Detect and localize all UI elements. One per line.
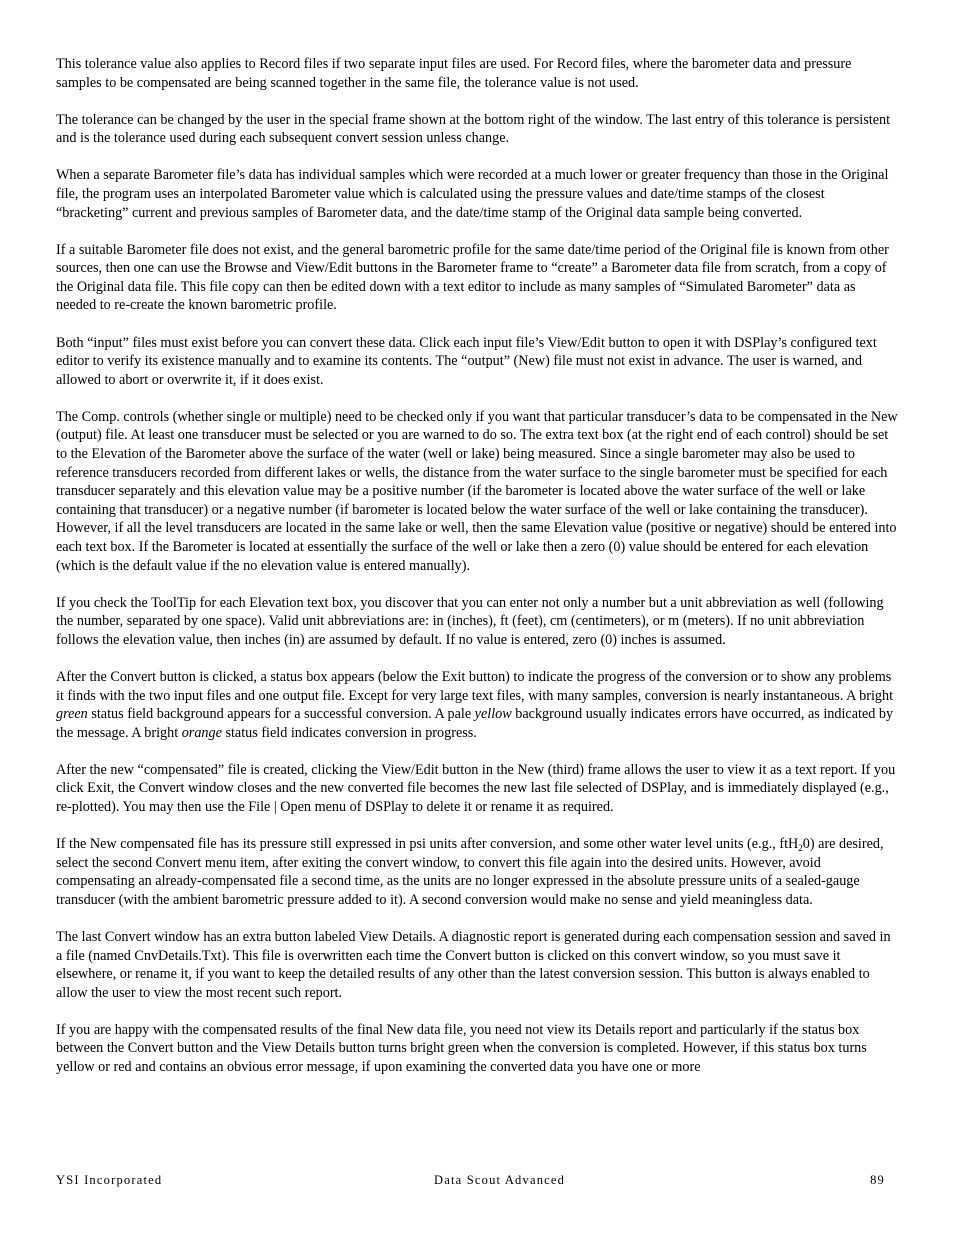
paragraph-final-results bbox=[56, 1021, 898, 1077]
footer-company: YSI Incorporated bbox=[56, 1173, 163, 1187]
paragraph-tooltip-units bbox=[56, 594, 898, 650]
document-body bbox=[56, 55, 898, 1095]
text-run: status field indicates conversion in progress. bbox=[221, 724, 477, 741]
footer-page-number: 89 bbox=[870, 1173, 885, 1187]
text-run: If a suitable Barometer file does not exist, and the general barometric profile for the same date/time period of the Original file is known from other sources, then one can use the Browse and View/Edit buttons in the Barometer frame to “create” a Barometer data file from scratch, from a copy of the Original data file. This file copy can then be edited down with a text editor to include as many samples of “Simulated Barometer” data as needed to re-create the known barometric profile. bbox=[56, 241, 889, 314]
subscript-text: 2 bbox=[798, 843, 803, 854]
paragraph-input-files bbox=[56, 334, 898, 390]
emphasis-text: green bbox=[56, 706, 88, 723]
paragraph-tolerance-change bbox=[56, 111, 898, 148]
emphasis-text: orange bbox=[181, 724, 222, 741]
text-run: After the Convert button is clicked, a status box appears (below the Exit button) to indicate the progress of the conversion or to show any problems it finds with the two input files and one output file. Except for very large text files, with many samples, conversion is nearly instantaneous. A bright bbox=[56, 668, 894, 704]
paragraph-view-edit-new bbox=[56, 761, 898, 817]
page-footer bbox=[56, 1173, 885, 1193]
paragraph-status-box bbox=[56, 668, 898, 742]
emphasis-text: yellow bbox=[474, 706, 512, 723]
text-run: This tolerance value also applies to Record files if two separate input files are used. For Record files, where the barometer data and pressure samples to be compensated are being scanned together in the same file, the tolerance value is not used. bbox=[56, 56, 852, 91]
footer-product: Data Scout Advanced bbox=[434, 1173, 566, 1187]
text-run: 0) are desired, select the second Convert menu item, after exiting the convert window, to convert this file again into the desired units. However, avoid compensating an already-compensated file a second time, as the units are no longer expressed in the absolute pressure units of a sealed-gauge transducer (with the ambient barometric pressure added to it). A second conversion would make no sense and yield meaningless data. bbox=[56, 836, 884, 908]
text-run: If you are happy with the compensated results of the final New data file, you need not view its Details report and particularly if the status box between the Convert button and the View Details button turns bright green when the conversion is completed. However, if this status box turns yellow or red and contains an obvious error message, if upon examining the converted data you have one or more bbox=[56, 1021, 867, 1076]
text-run: After the new “compensated” file is created, clicking the View/Edit button in the New (third) frame allows the user to view it as a text report. If you click Exit, the Convert window closes and the new converted file becomes the new last file selected of DSPlay, and is immediately displayed (e.g., re-plotted). You may then use the File | Open menu of DSPlay to delete it or rename it as required. bbox=[56, 761, 896, 815]
text-run: The tolerance can be changed by the user in the special frame shown at the bottom right of the window. The last entry of this tolerance is persistent and is the tolerance used during each subsequent convert session unless change. bbox=[56, 111, 891, 147]
text-run: status field background appears for a successful conversion. A pale bbox=[87, 706, 475, 723]
paragraph-simulated-barometer bbox=[56, 241, 898, 315]
text-run: Both “input” files must exist before you can convert these data. Click each input file’s View/Edit button to open it with DSPlay’s configured text editor to verify its existence manually and to examine its contents. The “output” (New) file must not exist in advance. The user is warned, and allowed to abort or overwrite it, if it does exist. bbox=[56, 334, 877, 388]
paragraph-second-convert bbox=[56, 835, 898, 909]
text-run: If the New compensated file has its pressure still expressed in psi units after conversion, and some other water level units (e.g., ftH bbox=[56, 836, 799, 853]
paragraph-interpolation bbox=[56, 166, 898, 222]
paragraph-comp-controls bbox=[56, 408, 898, 575]
text-run: If you check the ToolTip for each Elevation text box, you discover that you can enter not only a number but a unit abbreviation as well (following the number, separated by one space). Valid unit abbreviations are: in (inches), ft (feet), cm (centimeters), or m (meters). If no unit abbreviation follows the elevation value, then inches (in) are assumed by default. If no value is entered, zero (0) inches is assumed. bbox=[56, 594, 884, 648]
text-run: The Comp. controls (whether single or multiple) need to be checked only if you want that particular transducer’s data to be compensated in the New (output) file. At least one transducer must be selected or you are warned to do so. The extra text box (at the right end of each control) should be set to the Elevation of the Barometer above the surface of the water (well or lake) being measured. Since a single barometer may also be used to reference transducers recorded from different lakes or wells, the distance from the water surface to the single barometer must be specified for each transducer separately and this elevation value may be a positive number (if the barometer is located above the water surface of the well or lake containing that transducer) or a negative number (if barometer is located below the water surface of the well or lake containing the transducer). However, if all the level transducers are located in the same lake or well, then the same Elevation value (positive or negative) should be entered into each text box. If the Barometer is located at essentially the surface of the well or lake then a zero (0) value should be entered for each elevation (which is the default value if the no elevation value is entered manually). bbox=[56, 408, 898, 574]
paragraph-tolerance-record bbox=[56, 55, 898, 92]
paragraph-view-details bbox=[56, 928, 898, 1002]
text-run: background usually indicates errors have occurred, as indicated by the message. A bright bbox=[56, 706, 894, 741]
text-run: The last Convert window has an extra button labeled View Details. A diagnostic report is generated during each compensation session and saved in a file (named CnvDetails.Txt). This file is overwritten each time the Convert button is clicked on this convert window, so you must save it elsewhere, or rename it, if you want to keep the detailed results of any other than the latest conversion session. This button is always enabled to allow the user to view the most recent such report. bbox=[56, 928, 891, 1001]
text-run: When a separate Barometer file’s data has individual samples which were recorded at a much lower or greater frequency than those in the Original file, the program uses an interpolated Barometer value which is calculated using the pressure values and date/time stamps of the closest “bracketing” current and previous samples of Barometer data, and the date/time stamp of the Original data sample being converted. bbox=[56, 167, 889, 221]
